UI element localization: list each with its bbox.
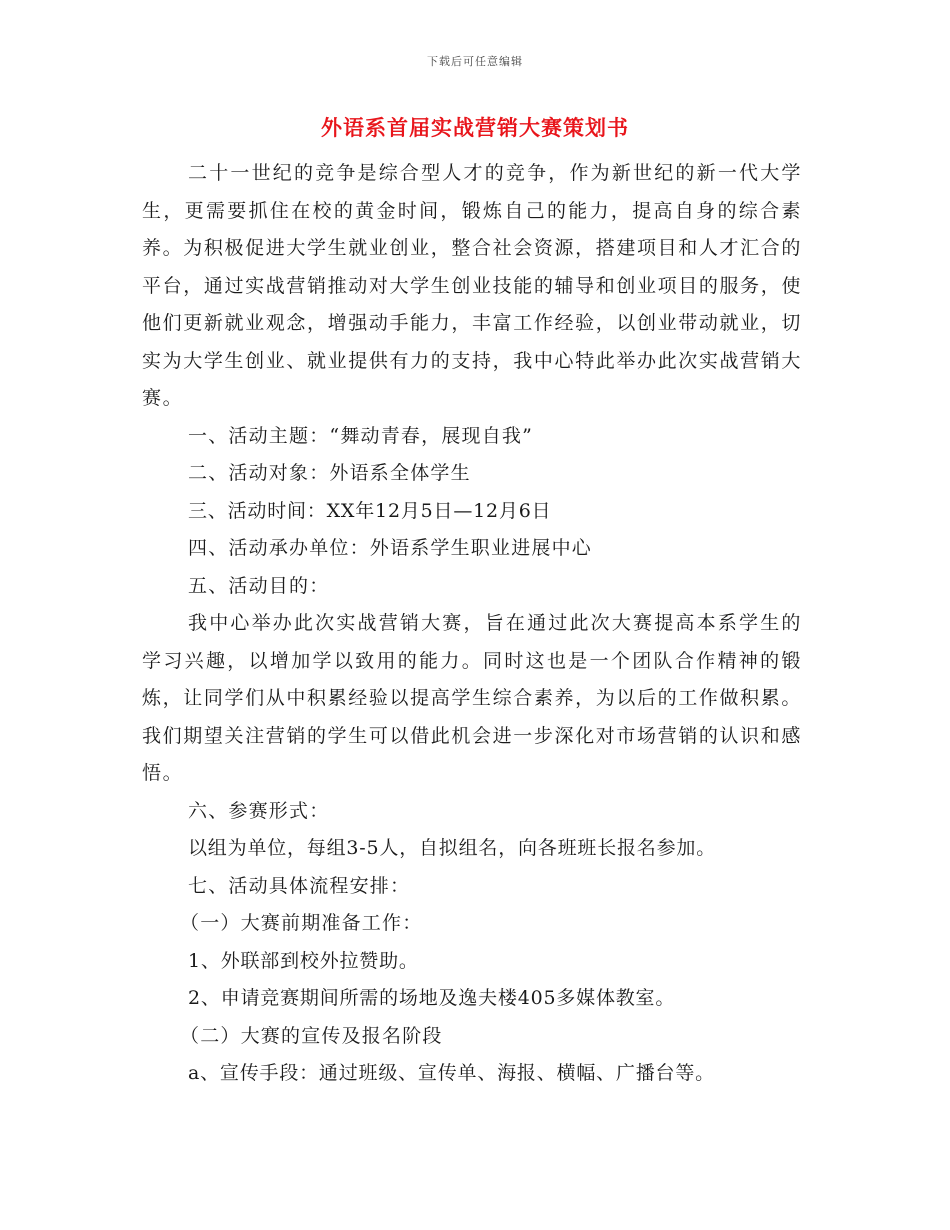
- section-flow-heading: 七、活动具体流程安排：: [188, 874, 411, 897]
- document-body: [142, 155, 802, 1093]
- promo-item-a: a、宣传手段：通过班级、宣传单、海报、横幅、广播台等。: [188, 1062, 715, 1084]
- prep-item-2: 2、申请竞赛期间所需的场地及逸夫楼405多媒体教室。: [188, 987, 676, 1009]
- page-header-note: 下载后可任意编辑: [427, 55, 523, 68]
- subsection-prep-heading: （一）大赛前期准备工作：: [180, 912, 423, 934]
- prep-item-1: 1、外联部到校外拉赞助。: [188, 949, 419, 972]
- intro-paragraph: 二十一世纪的竞争是综合型人才的竞争，作为新世纪的新一代大学生，更需要抓住在校的黄金时间，锻炼自己的能力，提高自身的综合素养。为积极促进大学生就业创业，整合社会资源，搭建项目和人才汇合的平台，通过实战营销推动对大学生创业技能的辅导和创业项目的服务，使他们更新就业观念，增强动手能力，丰富工作经验，以创业带动就业，切实为大学生创业、就业提供有力的支持，我中心特此举办此次实战营销大赛。: [142, 162, 802, 409]
- section-audience: 二、活动对象：外语系全体学生: [188, 462, 471, 484]
- section-theme: 一、活动主题：“舞动青春，展现自我”: [188, 424, 534, 447]
- document-title: 外语系首届实战营销大赛策划书: [321, 115, 629, 140]
- section-time: 三、活动时间：XX年12月5日—12月6日: [188, 499, 552, 522]
- format-paragraph: 以组为单位，每组3-5人，自拟组名，向各班班长报名参加。: [188, 837, 716, 859]
- section-purpose-heading: 五、活动目的：: [188, 574, 330, 597]
- section-format-heading: 六、参赛形式：: [188, 799, 330, 822]
- purpose-paragraph: 我中心举办此次实战营销大赛，旨在通过此次大赛提高本系学生的学习兴趣，以增加学以致用的能力。同时这也是一个团队合作精神的锻炼，让同学们从中积累经验以提高学生综合素养，为以后的工作做积累。我们期望关注营销的学生可以借此机会进一步深化对市场营销的认识和感悟。: [142, 612, 802, 784]
- subsection-promo-heading: （二）大赛的宣传及报名阶段: [180, 1024, 443, 1047]
- section-organizer: 四、活动承办单位：外语系学生职业进展中心: [188, 537, 593, 559]
